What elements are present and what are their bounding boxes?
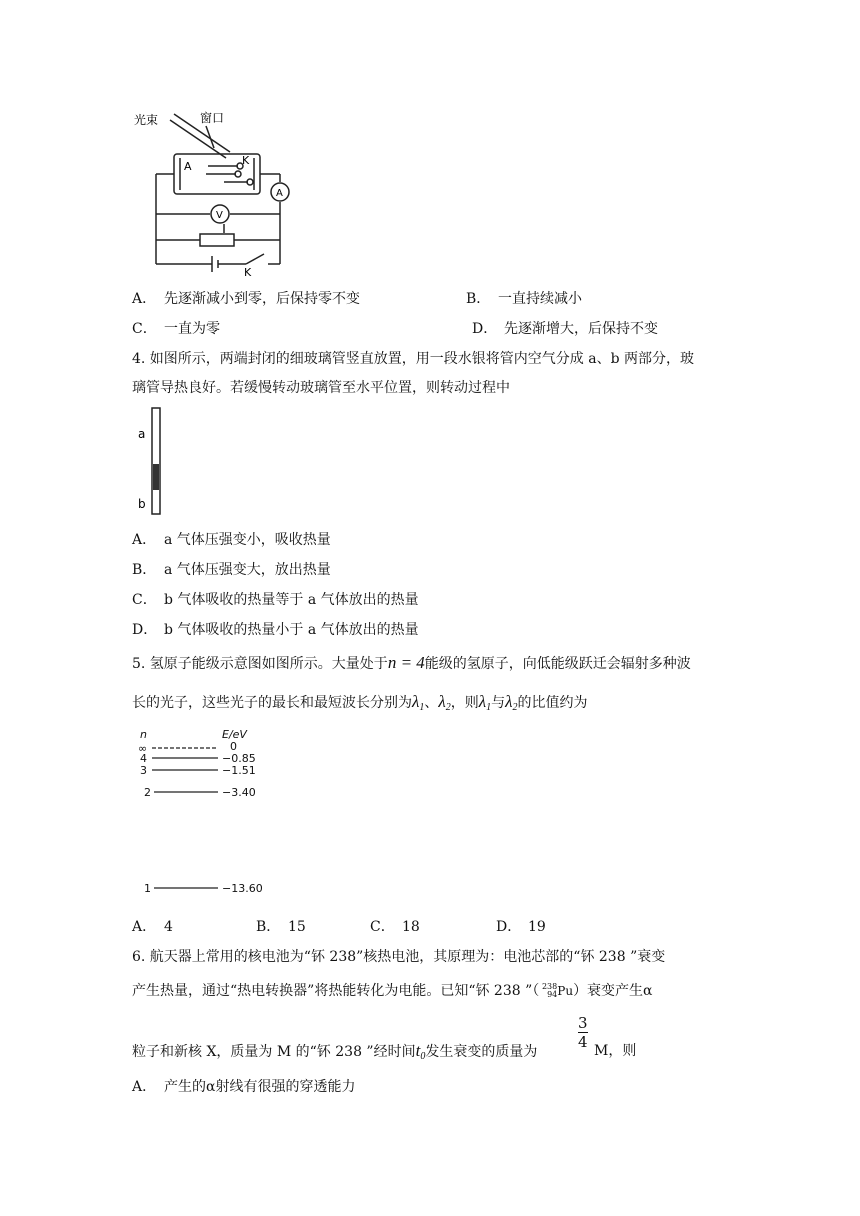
tube-label-a: a <box>138 427 146 441</box>
ammeter-label: A <box>276 188 283 199</box>
q4-option-a: A． a 气体压强变小，吸收热量 <box>132 532 331 548</box>
time-t0: $t_0$ <box>415 1041 426 1062</box>
q5-option-b: B． 15 <box>256 919 306 935</box>
lambda-1: $\lambda_1$ <box>412 692 425 713</box>
q3-option-d: D． 先逐渐增大，后保持不变 <box>472 321 658 337</box>
level-energy-header: E/eV <box>222 728 247 741</box>
q6-option-a: A． 产生的α射线有很强的穿透能力 <box>132 1079 356 1095</box>
glass-tube-figure <box>132 406 182 518</box>
n-equals-4: n = 4 <box>387 653 425 672</box>
level-n-header: n <box>140 728 147 741</box>
fraction-three-quarters: 3 4 <box>578 1014 588 1051</box>
q5-option-d: D． 19 <box>496 919 546 935</box>
lambda-1-ratio: $\lambda_1$ <box>478 692 492 713</box>
q6-stem-line1: 6. 航天器上常用的核电池为“钚 238”核热电池，其原理为：电池芯部的“钚 238 ”衰变 <box>132 949 666 965</box>
switch-label: K <box>244 266 252 278</box>
q6-stem-line2: 产生热量，通过“热电转换器”将热能转化为电能。已知“钚 238 ”（ 238 94 Pu）衰变产生α <box>132 982 653 999</box>
level-1-e: −13.60 <box>222 882 263 895</box>
q5-stem-line2: 长的光子，这些光子的最长和最短波长分别为$\lambda_1$、$\lambda_2$，则$\lambda_1$与$\lambda_2$的比值约为 <box>132 692 588 713</box>
window-label: 窗口 <box>200 111 225 125</box>
level-3-n: 3 <box>140 764 147 777</box>
voltmeter-label: V <box>216 210 223 221</box>
q4-option-b: B． a 气体压强变大，放出热量 <box>132 562 331 578</box>
anode-label: A <box>184 160 192 173</box>
beam-label: 光束 <box>134 113 159 127</box>
photoelectric-circuit-figure <box>128 108 298 278</box>
q4-option-d: D． b 气体吸收的热量小于 a 气体放出的热量 <box>132 622 419 638</box>
level-2-e: −3.40 <box>222 786 256 799</box>
plutonium-isotope: 238 94 <box>541 982 558 999</box>
q5-option-a: A． 4 <box>132 919 173 935</box>
q5-stem-line1: 5. 氢原子能级示意图如图所示。大量处于n = 4能级的氢原子，向低能级跃迁会辐射多种波 <box>132 653 691 672</box>
level-2-n: 2 <box>144 786 151 799</box>
q3-option-c: C． 一直为零 <box>132 321 220 337</box>
q4-stem-line1: 4. 如图所示，两端封闭的细玻璃管竖直放置，用一段水银将管内空气分成 a、b 两部分，玻 <box>132 351 695 367</box>
lambda-2-ratio: $\lambda_2$ <box>505 692 518 713</box>
level-4-n: 4 <box>140 752 147 765</box>
energy-level-diagram <box>136 728 286 898</box>
level-inf-n: ∞ <box>138 742 148 755</box>
q4-option-c: C． b 气体吸收的热量等于 a 气体放出的热量 <box>132 592 419 608</box>
q5-option-c: C． 18 <box>370 919 420 935</box>
q3-option-a: A． 先逐渐减小到零，后保持零不变 <box>132 291 360 307</box>
q4-stem-line2: 璃管导热良好。若缓慢转动玻璃管至水平位置，则转动过程中 <box>132 380 510 396</box>
q6-stem-line3-end: M，则 <box>594 1043 637 1059</box>
tube-label-b: b <box>138 497 146 511</box>
level-3-e: −1.51 <box>222 764 256 777</box>
lambda-2: $\lambda_2$ <box>438 692 451 713</box>
level-inf-e: 0 <box>230 740 237 753</box>
level-1-n: 1 <box>144 882 151 895</box>
q6-stem-line3: 粒子和新核 X，质量为 M 的“钚 238 ”经时间$t_0$发生衰变的质量为 <box>132 1041 538 1062</box>
level-4-e: −0.85 <box>222 752 256 765</box>
cathode-label: K <box>242 154 250 167</box>
q3-option-b: B． 一直持续减小 <box>466 291 582 307</box>
